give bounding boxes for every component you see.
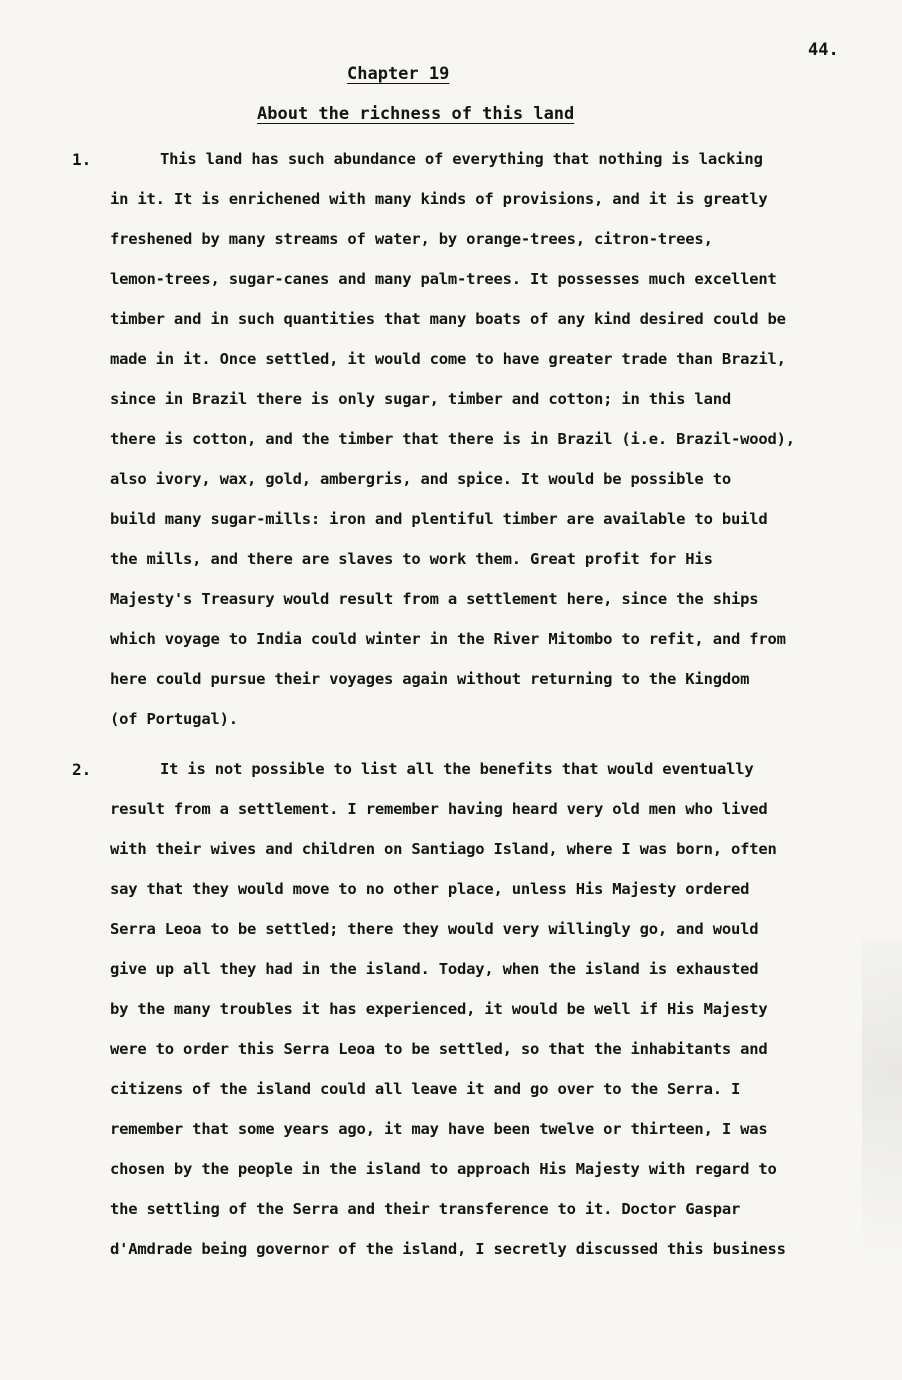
paragraph-line: freshened by many streams of water, by orange-trees, citron-trees, <box>110 230 713 248</box>
paragraph-line: with their wives and children on Santiago Island, where I was born, often <box>110 840 777 858</box>
paragraph-line: chosen by the people in the island to approach His Majesty with regard to <box>110 1160 777 1178</box>
paragraph-line: lemon-trees, sugar-canes and many palm-trees. It possesses much excellent <box>110 270 777 288</box>
paragraph-line: here could pursue their voyages again without returning to the Kingdom <box>110 670 750 688</box>
paragraph-line: by the many troubles it has experienced, it would be well if His Majesty <box>110 1000 768 1018</box>
scan-artifact <box>862 940 902 1380</box>
paragraph-line: build many sugar-mills: iron and plentiful timber are available to build <box>110 510 768 528</box>
paragraph-line: in it. It is enrichened with many kinds of provisions, and it is greatly <box>110 190 768 208</box>
paragraph-line: also ivory, wax, gold, ambergris, and spice. It would be possible to <box>110 470 731 488</box>
paragraph-line: since in Brazil there is only sugar, timber and cotton; in this land <box>110 390 731 408</box>
page-number: 44. <box>808 40 839 60</box>
paragraph-line: This land has such abundance of everything that nothing is lacking <box>160 150 763 168</box>
paragraph-line: timber and in such quantities that many boats of any kind desired could be <box>110 310 786 328</box>
paragraph-line: d'Amdrade being governor of the island, I secretly discussed this business <box>110 1240 786 1258</box>
paragraph-line: Majesty's Treasury would result from a settlement here, since the ships <box>110 590 759 608</box>
paragraph-line: (of Portugal). <box>110 710 238 728</box>
paragraph-line: It is not possible to list all the benefits that would eventually <box>160 760 754 778</box>
paragraph-line: citizens of the island could all leave it and go over to the Serra. I <box>110 1080 741 1098</box>
paragraph-line: give up all they had in the island. Today, when the island is exhausted <box>110 960 759 978</box>
paragraph-line: remember that some years ago, it may have been twelve or thirteen, I was <box>110 1120 768 1138</box>
section-title: About the richness of this land <box>257 104 575 124</box>
paragraph-line: made in it. Once settled, it would come to have greater trade than Brazil, <box>110 350 786 368</box>
paragraph-line: which voyage to India could winter in the River Mitombo to refit, and from <box>110 630 786 648</box>
paragraph-line: Serra Leoa to be settled; there they would very willingly go, and would <box>110 920 759 938</box>
paragraph-line: the mills, and there are slaves to work them. Great profit for His <box>110 550 713 568</box>
paragraph-number: 1. <box>72 150 92 169</box>
paragraph-line: were to order this Serra Leoa to be settled, so that the inhabitants and <box>110 1040 768 1058</box>
paragraph-line: say that they would move to no other place, unless His Majesty ordered <box>110 880 750 898</box>
paragraph-number: 2. <box>72 760 92 779</box>
chapter-title: Chapter 19 <box>347 64 450 84</box>
paragraph-line: there is cotton, and the timber that there is in Brazil (i.e. Brazil-wood), <box>110 430 795 448</box>
paragraph-line: result from a settlement. I remember having heard very old men who lived <box>110 800 768 818</box>
paragraph-line: the settling of the Serra and their transference to it. Doctor Gaspar <box>110 1200 741 1218</box>
